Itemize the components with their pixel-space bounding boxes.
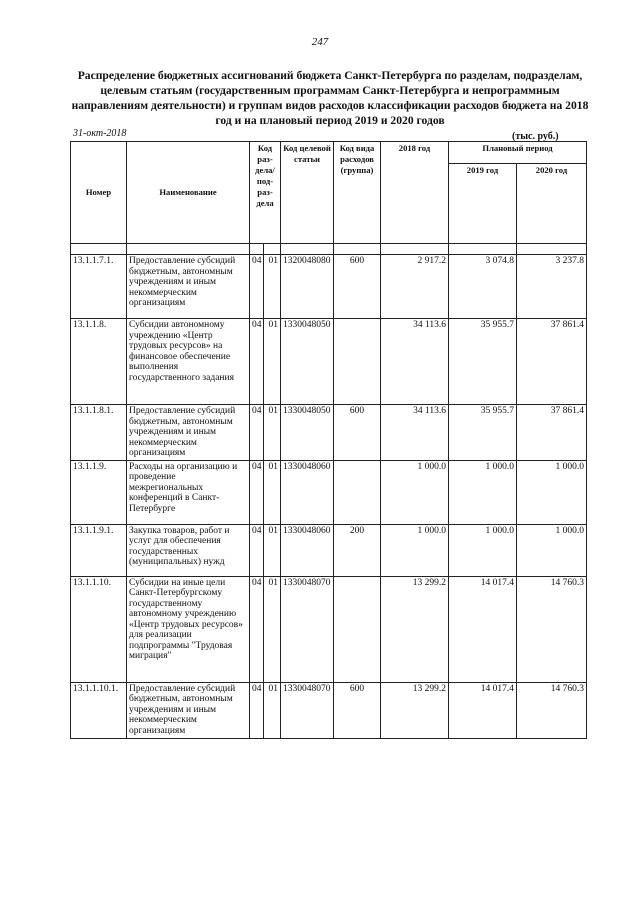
row-section: 04 <box>250 524 264 576</box>
header-2020: 2020 год <box>517 164 587 244</box>
row-value-2020: 37 861.4 <box>517 405 587 461</box>
row-subsection: 01 <box>264 255 281 319</box>
row-value-2019: 14 017.4 <box>449 682 517 738</box>
row-name: Расходы на организацию и проведение межрегиональных конференций в Санкт-Петербурге <box>127 460 250 524</box>
header-target: Код целевой статьи <box>281 142 334 244</box>
row-value-2020: 14 760.3 <box>517 576 587 682</box>
row-value-2020: 3 237.8 <box>517 255 587 319</box>
row-section: 04 <box>250 319 264 405</box>
row-number: 13.1.1.9.1. <box>71 524 127 576</box>
row-subsection: 01 <box>264 682 281 738</box>
row-name: Предоставление субсидий бюджетным, автономным учреждениям и иным некоммерческим организациям <box>127 405 250 461</box>
row-expense-type <box>334 319 381 405</box>
row-number: 13.1.1.8.1. <box>71 405 127 461</box>
row-value-2018: 34 113.6 <box>381 319 449 405</box>
header-planned-period: Плановый период <box>449 142 587 164</box>
table-row <box>71 524 587 576</box>
row-value-2018: 34 113.6 <box>381 405 449 461</box>
row-target-code: 1320048080 <box>281 255 334 319</box>
row-section: 04 <box>250 682 264 738</box>
row-subsection: 01 <box>264 460 281 524</box>
row-target-code: 1330048060 <box>281 524 334 576</box>
document-title: Распределение бюджетных ассигнований бюджета Санкт-Петербурга по разделам, подразделам, целевым статьям (государственным программам Санкт-Петербурга и непрограммным направлениям деятельности) и группам видов расходов классификации расходов бюджета на 2018 год и на плановый период 2019 и 2020 годов <box>71 69 589 127</box>
row-section: 04 <box>250 460 264 524</box>
row-value-2018: 1 000.0 <box>381 460 449 524</box>
table-row <box>71 682 587 738</box>
row-expense-type <box>334 576 381 682</box>
row-name: Закупка товаров, работ и услуг для обеспечения государственных (муниципальных) нужд <box>127 524 250 576</box>
row-value-2018: 1 000.0 <box>381 524 449 576</box>
page-number: 247 <box>311 36 329 48</box>
row-target-code: 1330048070 <box>281 576 334 682</box>
row-subsection: 01 <box>264 524 281 576</box>
row-section: 04 <box>250 255 264 319</box>
row-target-code: 1330048050 <box>281 405 334 461</box>
header-expense-type: Код вида расходов (группа) <box>334 142 381 244</box>
row-number: 13.1.1.9. <box>71 460 127 524</box>
row-value-2019: 1 000.0 <box>449 524 517 576</box>
row-subsection: 01 <box>264 405 281 461</box>
row-value-2018: 13 299.2 <box>381 682 449 738</box>
header-number: Номер <box>71 142 127 244</box>
row-name: Субсидии на иные цели Санкт-Петербургскому государственному автономному учреждению «Центр трудовых ресурсов» для реализации подпрограммы "Трудовая миграция" <box>127 576 250 682</box>
header-name: Наименование <box>127 142 250 244</box>
row-number: 13.1.1.10.1. <box>71 682 127 738</box>
row-value-2018: 13 299.2 <box>381 576 449 682</box>
row-number: 13.1.1.7.1. <box>71 255 127 319</box>
row-subsection: 01 <box>264 576 281 682</box>
row-value-2020: 1 000.0 <box>517 460 587 524</box>
table-row <box>71 576 587 682</box>
row-value-2020: 14 760.3 <box>517 682 587 738</box>
header-section: Код раз-дела/ под-раз-дела <box>250 142 281 244</box>
table-row <box>71 405 587 461</box>
row-expense-type: 200 <box>334 524 381 576</box>
document-date: 31-окт-2018 <box>73 128 127 139</box>
row-section: 04 <box>250 405 264 461</box>
row-number: 13.1.1.10. <box>71 576 127 682</box>
row-value-2019: 3 074.8 <box>449 255 517 319</box>
row-number: 13.1.1.8. <box>71 319 127 405</box>
row-value-2018: 2 917.2 <box>381 255 449 319</box>
row-value-2019: 1 000.0 <box>449 460 517 524</box>
header-2019: 2019 год <box>449 164 517 244</box>
row-section: 04 <box>250 576 264 682</box>
row-target-code: 1330048060 <box>281 460 334 524</box>
table-row <box>71 319 587 405</box>
row-value-2020: 1 000.0 <box>517 524 587 576</box>
row-value-2019: 35 955.7 <box>449 405 517 461</box>
budget-table <box>70 141 587 739</box>
table-row <box>71 255 587 319</box>
row-expense-type: 600 <box>334 682 381 738</box>
row-subsection: 01 <box>264 319 281 405</box>
row-name: Предоставление субсидий бюджетным, автономным учреждениям и иным некоммерческим организациям <box>127 682 250 738</box>
row-value-2020: 37 861.4 <box>517 319 587 405</box>
header-2018: 2018 год <box>381 142 449 244</box>
row-target-code: 1330048050 <box>281 319 334 405</box>
row-expense-type: 600 <box>334 405 381 461</box>
row-value-2019: 14 017.4 <box>449 576 517 682</box>
row-expense-type: 600 <box>334 255 381 319</box>
table-row <box>71 460 587 524</box>
row-target-code: 1330048070 <box>281 682 334 738</box>
units-label: (тыс. руб.) <box>512 131 559 142</box>
row-name: Субсидии автономному учреждению «Центр трудовых ресурсов» на финансовое обеспечение выполнения государственного задания <box>127 319 250 405</box>
row-value-2019: 35 955.7 <box>449 319 517 405</box>
row-expense-type <box>334 460 381 524</box>
row-name: Предоставление субсидий бюджетным, автономным учреждениям и иным некоммерческим организациям <box>127 255 250 319</box>
